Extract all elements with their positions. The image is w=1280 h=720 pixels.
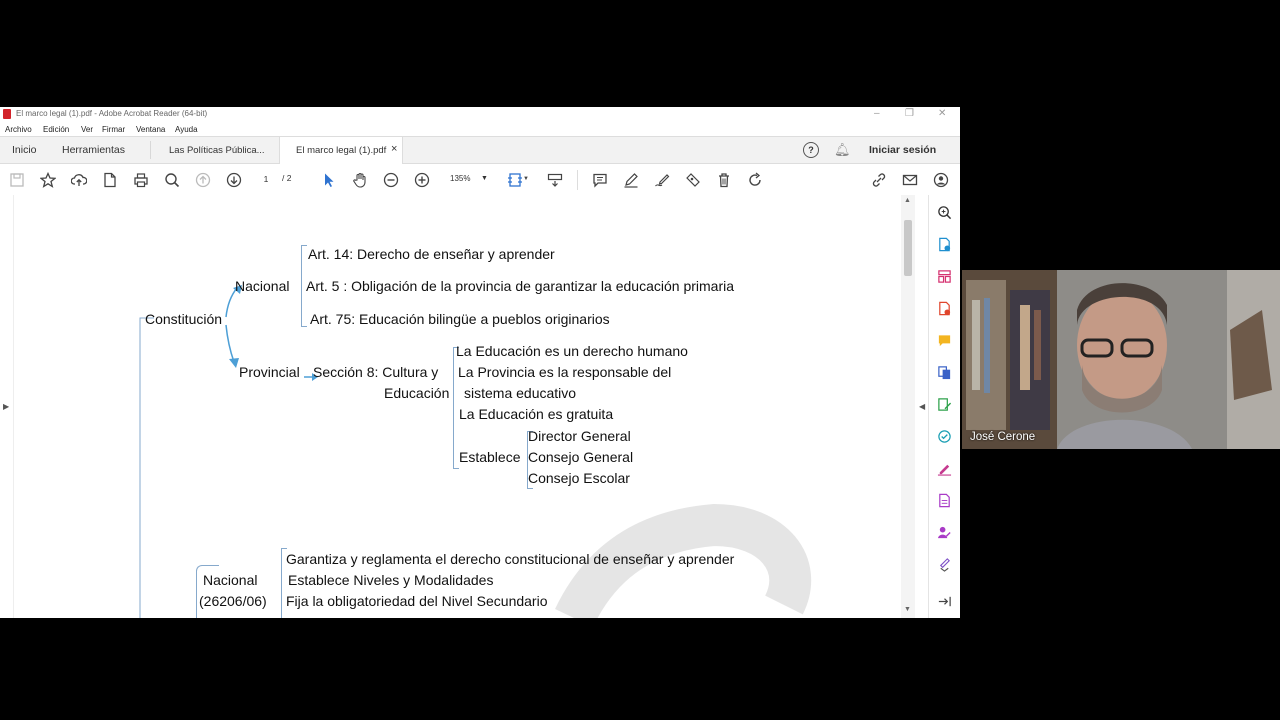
page-total: / 2 (282, 173, 292, 183)
watermark-mark (574, 525, 790, 618)
organize-pages-icon[interactable] (936, 268, 952, 284)
document-area[interactable] (0, 195, 928, 618)
star-icon[interactable] (39, 171, 57, 189)
text-establece: Establece (459, 449, 521, 465)
menu-ver[interactable]: Ver (81, 125, 94, 134)
tab-marco-legal[interactable] (279, 137, 403, 164)
edit-pdf-icon[interactable] (936, 396, 952, 412)
text-derecho-humano: La Educación es un derecho humano (456, 343, 688, 359)
tab-inicio[interactable]: Inicio (12, 144, 37, 156)
menu-edicion[interactable]: Edición (43, 125, 70, 134)
acrobat-window (0, 107, 960, 618)
text-sistema-educativo: sistema educativo (464, 385, 577, 401)
export-pdf-icon[interactable] (936, 236, 952, 252)
tab-politicas-publicas[interactable]: Las Políticas Pública... (169, 145, 265, 156)
tab-marco-legal-label: El marco legal (1).pdf (296, 145, 387, 156)
tab-bar (0, 136, 960, 164)
link-edit-icon[interactable] (870, 171, 888, 189)
fill-sign-icon[interactable] (936, 460, 952, 476)
draw-pen-icon[interactable] (653, 171, 671, 189)
fit-page-chevron-icon[interactable]: ▼ (523, 176, 529, 182)
text-consejo-general: Consejo General (528, 449, 634, 465)
text-ley-numero: (26206/06) (199, 593, 267, 609)
title-bar (0, 107, 960, 122)
scan-enhance-icon[interactable] (936, 428, 952, 444)
restore-icon[interactable]: ❐ (905, 108, 914, 119)
right-pane-collapse-icon[interactable]: ◀ (919, 402, 926, 411)
text-gratuita: La Educación es gratuita (459, 406, 614, 422)
acrobat-pdf-icon (3, 109, 11, 119)
combine-files-icon[interactable] (936, 364, 952, 380)
toolbar (0, 164, 960, 196)
vertical-scrollbar[interactable] (901, 195, 915, 618)
text-niveles-modalidades: Establece Niveles y Modalidades (288, 572, 494, 588)
select-cursor-icon[interactable] (320, 171, 338, 189)
menu-ayuda[interactable]: Ayuda (175, 125, 198, 134)
create-pdf-icon[interactable] (936, 300, 952, 316)
zoom-in-icon[interactable] (413, 171, 431, 189)
text-art5: Art. 5 : Obligación de la provincia de garantizar la educación primaria (306, 278, 735, 294)
chevron-down-icon: ▼ (481, 175, 488, 182)
text-nacional: Nacional (235, 278, 290, 294)
highlight-pen-icon[interactable] (622, 171, 640, 189)
text-art75: Art. 75: Educación bilingüe a pueblos originarios (310, 311, 610, 327)
main-bracket (140, 318, 154, 618)
text-art14: Art. 14: Derecho de enseñar y aprender (308, 246, 555, 262)
arrowhead-provincial (229, 358, 239, 368)
window-title: El marco legal (1).pdf - Adobe Acrobat Reader (64-bit) (16, 109, 208, 118)
previous-page-icon[interactable] (194, 171, 212, 189)
video-tile (962, 270, 1280, 449)
menu-archivo[interactable]: Archivo (5, 125, 32, 134)
scroll-thumb[interactable] (904, 220, 912, 276)
zoom-out-icon[interactable] (382, 171, 400, 189)
menu-firmar[interactable]: Firmar (102, 125, 126, 134)
search-zoom-icon[interactable] (936, 204, 952, 220)
user-share-icon[interactable] (932, 171, 950, 189)
comment-tool-icon[interactable] (936, 332, 952, 348)
pdf-page[interactable] (13, 195, 901, 618)
text-provincial: Provincial (239, 364, 300, 380)
zoom-search-icon[interactable] (163, 171, 181, 189)
stamp-icon[interactable] (684, 171, 702, 189)
minimize-icon[interactable]: – (874, 108, 880, 119)
comment-icon[interactable] (591, 171, 609, 189)
text-constitucion: Constitución (145, 311, 223, 327)
mail-icon[interactable] (901, 171, 919, 189)
video-feed-image (962, 270, 1280, 449)
participant-name: José Cerone (970, 431, 1036, 443)
more-tools-icon[interactable] (936, 556, 952, 572)
bell-icon[interactable]: 🔔︎ (834, 142, 851, 157)
tab-close-icon[interactable]: × (391, 143, 398, 155)
signin-button[interactable]: Iniciar sesión (869, 144, 937, 156)
cloud-upload-icon[interactable] (70, 171, 88, 189)
toolbar-separator (577, 170, 578, 190)
text-provincia-responsable: La Provincia es la responsable del (458, 364, 672, 380)
scroll-mode-icon[interactable] (546, 171, 564, 189)
zoom-level-select[interactable] (443, 172, 491, 186)
text-seccion8-line1: Sección 8: Cultura y (313, 364, 439, 380)
document-icon[interactable] (936, 492, 952, 508)
collapse-pane-icon[interactable] (936, 593, 952, 609)
save-icon[interactable] (8, 171, 26, 189)
file-share-icon[interactable] (101, 171, 119, 189)
tab-separator (150, 141, 151, 159)
print-icon[interactable] (132, 171, 150, 189)
arrow-provincial (226, 325, 234, 362)
text-obligatoriedad: Fija la obligatoriedad del Nivel Secundario (286, 593, 548, 609)
fit-page-icon[interactable] (506, 171, 524, 189)
menu-bar (0, 122, 960, 136)
left-pane-toggle-icon[interactable]: ▶ (3, 402, 10, 411)
scroll-up-icon[interactable]: ▲ (904, 197, 911, 204)
zoom-level-value: 135% (450, 174, 471, 183)
close-window-icon[interactable]: ✕ (938, 108, 947, 119)
help-icon[interactable]: ? (803, 142, 819, 158)
right-tools-pane (919, 195, 960, 618)
hand-tool-icon[interactable] (351, 171, 369, 189)
text-garantiza: Garantiza y reglamenta el derecho constitucional de enseñar y aprender (286, 551, 735, 567)
tab-herramientas[interactable]: Herramientas (62, 144, 126, 156)
text-consejo-escolar: Consejo Escolar (528, 470, 630, 486)
request-signature-icon[interactable] (936, 524, 952, 540)
page-number-input[interactable]: 1 (263, 174, 269, 184)
text-seccion8-line2: Educación (384, 385, 450, 401)
trash-icon[interactable] (715, 171, 733, 189)
rotate-icon[interactable] (746, 171, 764, 189)
text-director-general: Director General (528, 428, 631, 444)
menu-ventana[interactable]: Ventana (136, 125, 166, 134)
scroll-down-icon[interactable]: ▼ (904, 606, 911, 613)
next-page-icon[interactable] (225, 171, 243, 189)
text-ley-nacional: Nacional (203, 572, 258, 588)
